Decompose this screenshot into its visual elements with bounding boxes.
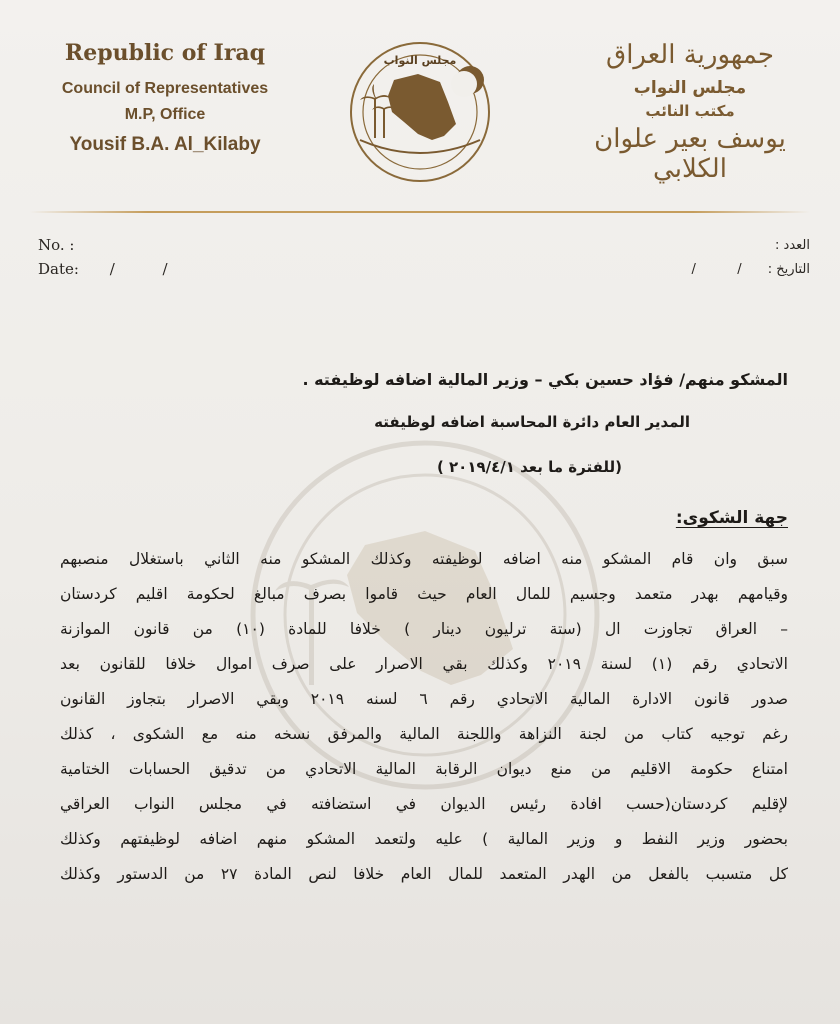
paragraph-line: سبق وان قام المشكو منه اضافه لوظيفته وكذلك المشكو منه الثاني باستغلال منصبهم — [60, 550, 788, 568]
paragraph-line: رغم توجيه كتاب من لجنة النزاهة واللجنة المالية والمرفق نسخه منه مع الشكوى ، كذلك — [60, 725, 788, 743]
number-label-ar: العدد : — [775, 238, 810, 253]
paragraph-line: صدور قانون الادارة المالية الاتحادي رقم ٦ لسنه ٢٠١٩ وبقي الاصرار بتجاوز القانون — [60, 690, 788, 708]
paragraph-line: وقيامهم بهدر متعمد وجسيم للمال العام حيث قاموا بصرف مبالغ لحكومة اقليم كردستان — [60, 585, 788, 603]
date-label-en-text: Date: — [38, 260, 79, 278]
council-en: Council of Representatives — [61, 80, 269, 97]
paragraph-line: الاتحادي رقم (١) لسنة ٢٠١٩ وكذلك بقي الاصرار على صرف اموال خلافا للقانون بعد — [60, 655, 788, 673]
mp-name-ar: يوسف بعير علوان الكلابي — [594, 124, 786, 184]
complaint-paragraph — [60, 542, 788, 892]
mp-name-en: Yousif B.A. Al_Kilaby — [69, 134, 261, 155]
country-en: Republic of Iraq — [64, 40, 266, 66]
office-en: M.P, Office — [124, 106, 206, 123]
logo-title-text: مجلس النواب — [383, 54, 457, 67]
country-ar: جمهورية العراق — [606, 40, 774, 70]
english-letterhead — [30, 40, 300, 156]
date-slashes-ar: / / — [691, 262, 742, 277]
respondent-line-1: المشكو منهم/ فؤاد حسين بكي – وزير المالية اضافه لوظيفته . — [302, 370, 788, 389]
complaint-heading: جهة الشكوى: — [675, 508, 788, 528]
date-slashes-en: / / — [109, 260, 168, 278]
parliament-seal-logo — [348, 40, 493, 185]
office-ar: مكتب النائب — [645, 102, 735, 120]
council-ar: مجلس النواب — [633, 78, 747, 98]
paragraph-line: كل متسبب بالفعل من الهدر المتعمد للمال العام خلافا لنص المادة ٢٧ من الدستور وكذلك — [60, 865, 788, 883]
number-label-en: No. : — [38, 236, 75, 254]
date-label-ar-text: التاريخ : — [767, 262, 810, 277]
paragraph-line: لإقليم كردستان(حسب افادة رئيس الديوان في استضافته في مجلس النواب العراقي — [60, 795, 788, 813]
respondent-line-2: المدير العام دائرة المحاسبة اضافه لوظيفته — [374, 413, 690, 431]
period-line: (للفترة ما بعد ٢٠١٩/٤/١ ) — [436, 458, 622, 476]
paragraph-line: امتناع حكومة الاقليم من منع ديوان الرقابة المالية الاتحادي من تدقيق الحسابات الختامية — [60, 760, 788, 778]
paragraph-line: – العراق تجاوزت ال (ستة ترليون دينار ) خلافا للمادة (١٠) من قانون الموازنة — [60, 620, 788, 638]
date-label-en — [38, 260, 168, 278]
paragraph-line: بحضور وزير النفط و وزير المالية ) عليه ولتعمد المشكو منهم اضافه لوظيفتهم وكذلك — [60, 830, 788, 848]
arabic-letterhead — [580, 40, 800, 184]
date-label-ar — [692, 262, 811, 277]
header-divider — [30, 211, 810, 213]
